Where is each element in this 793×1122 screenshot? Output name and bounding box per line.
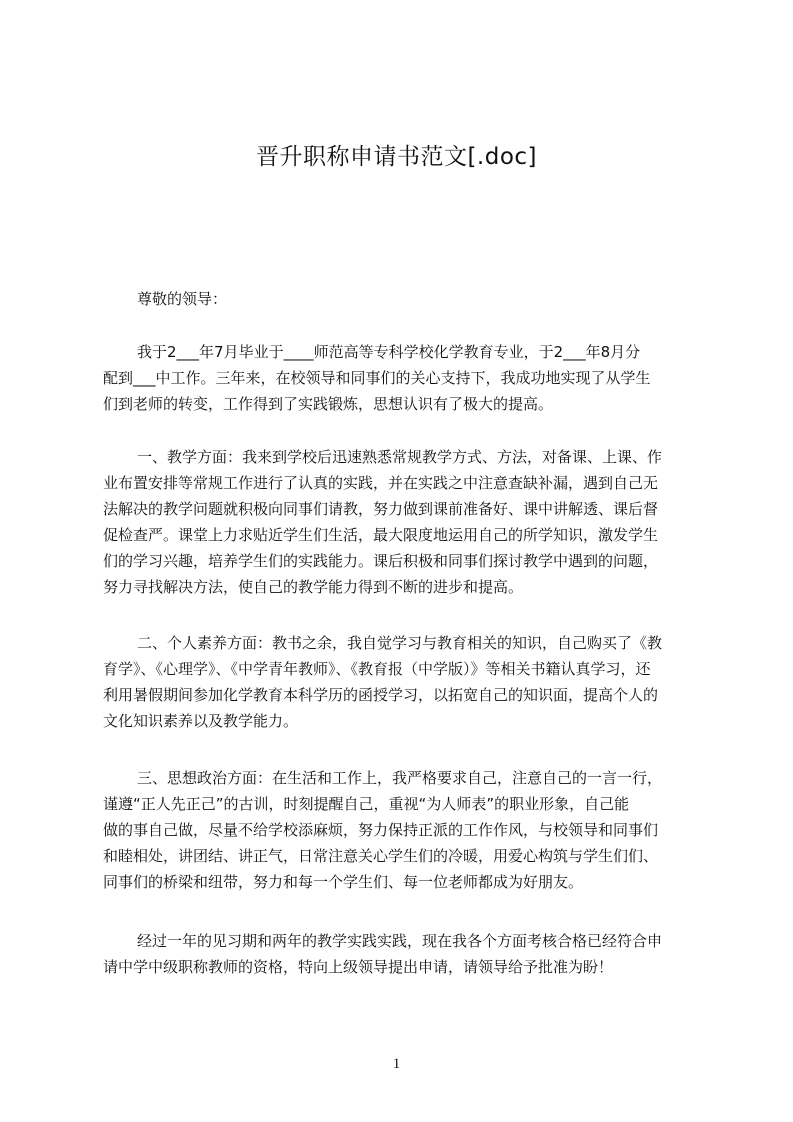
paragraph-line: 努力寻找解决方法，使自己的教学能力得到不断的进步和提高。 [103, 578, 524, 596]
paragraph-line: 育学》、《心理学》、《中学青年教师》、《教育报（中学版）》等相关书籍认真学习，还 [103, 660, 651, 678]
salutation [103, 286, 698, 312]
paragraph-line: 一、教学方面：我来到学校后迅速熟悉常规教学方式、方法，对备课、上课、作 [137, 448, 663, 466]
page-number: 1 [392, 1056, 401, 1072]
paragraph-intro [103, 339, 698, 417]
paragraph-line: 做的事自己做，尽量不给学校添麻烦，努力保持正派的工作作风，与校领导和同事们 [103, 821, 659, 839]
paragraph-line: 谨遵“正人先正己”的古训，时刻提醒自己，重视“为人师表”的职业形象，自己能 [103, 795, 630, 813]
paragraph-line: 三、思想政治方面：在生活和工作上，我严格要求自己，注意自己的一言一行， [137, 769, 663, 787]
paragraph-line: 促检查严。课堂上力求贴近学生们生活，最大限度地运用自己的所学知识，激发学生 [103, 526, 659, 544]
paragraph-teaching [103, 444, 698, 600]
paragraph-line: 二、个人素养方面：教书之余，我自觉学习与教育相关的知识，自己购买了《教 [137, 634, 663, 652]
paragraph-conclusion [103, 928, 698, 980]
paragraph-line: 同事们的桥梁和纽带，努力和每一个学生们、每一位老师都成为好朋友。 [103, 873, 584, 891]
paragraph-line: 业布置安排等常规工作进行了认真的实践，并在实践之中注意查缺补漏，遇到自己无 [103, 474, 659, 492]
paragraph-line: 经过一年的见习期和两年的教学实践实践，现在我各个方面考核合格已经符合申 [137, 932, 663, 950]
paragraph-political [103, 765, 698, 895]
salutation-line: 尊敬的领导： [137, 290, 228, 308]
paragraph-line: 文化知识素养以及教学能力。 [103, 712, 299, 730]
paragraph-personal-quality [103, 630, 698, 734]
paragraph-line: 们的学习兴趣，培养学生们的实践能力。课后积极和同事们探讨教学中遇到的问题， [103, 552, 659, 570]
paragraph-line: 法解决的教学问题就积极向同事们请教，努力做到课前准备好、课中讲解透、课后督 [103, 500, 659, 518]
document-title: 晋升职称申请书范文[.doc] [255, 144, 538, 170]
paragraph-line: 和睦相处，讲团结、讲正气，日常注意关心学生们的冷暖，用爱心构筑与学生们们、 [103, 847, 659, 865]
paragraph-line: 利用暑假期间参加化学教育本科学历的函授学习，以拓宽自己的知识面，提高个人的 [103, 686, 659, 704]
paragraph-line: 请中学中级职称教师的资格，特向上级领导提出申请，请领导给予批准为盼！ [103, 958, 614, 976]
paragraph-line: 们到老师的转变，工作得到了实践锻炼，思想认识有了极大的提高。 [103, 395, 554, 413]
paragraph-line: 配到___中工作。三年来，在校领导和同事们的关心支持下，我成功地实现了从学生 [103, 369, 651, 387]
paragraph-line: 我于2___年7月毕业于____师范高等专科学校化学教育专业，于2___年8月分 [137, 343, 641, 361]
